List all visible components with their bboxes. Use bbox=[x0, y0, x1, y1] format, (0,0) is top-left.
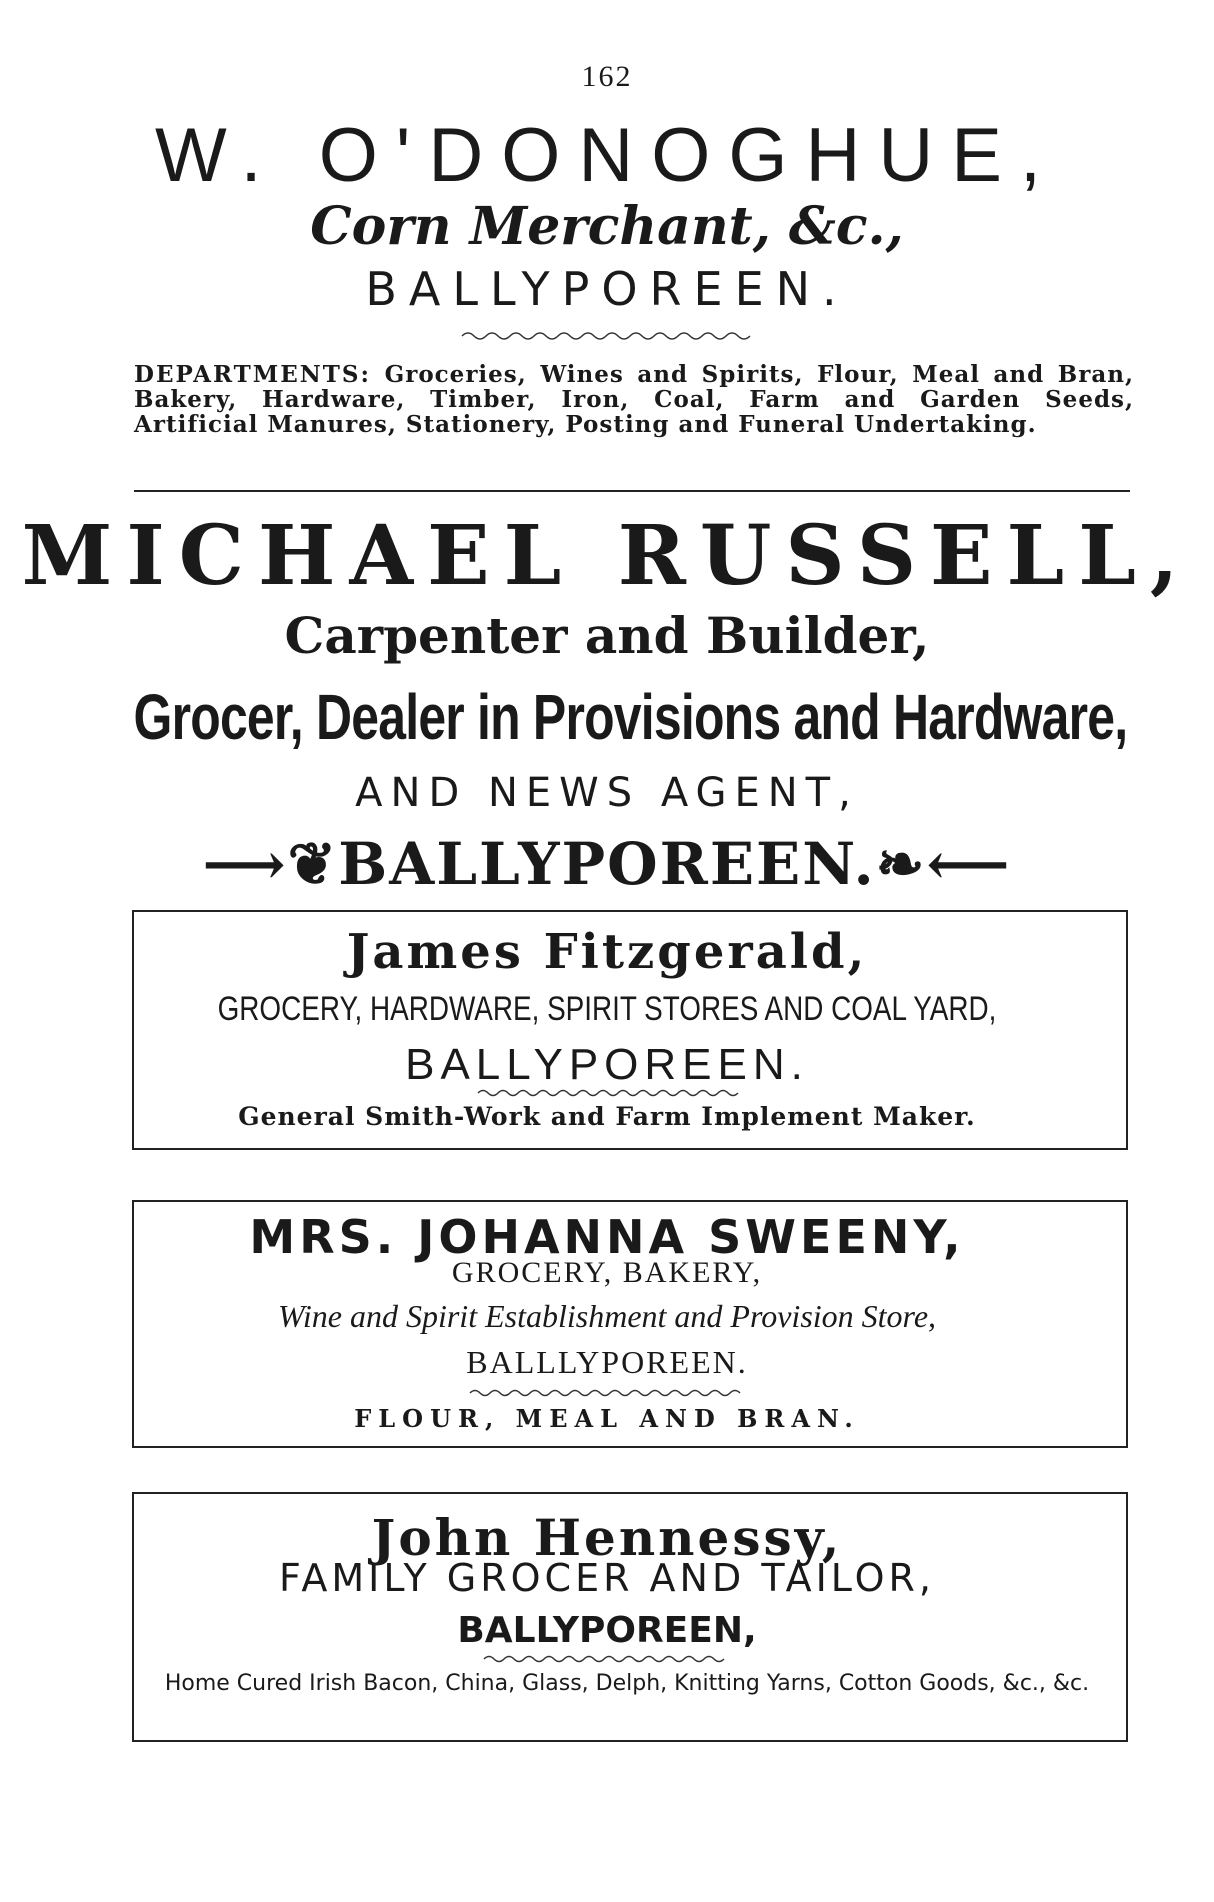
odonoghue-trade: Corn Merchant, &c., bbox=[310, 196, 904, 257]
wavy-divider-ornament bbox=[0, 1654, 1214, 1664]
wavy-divider-ornament bbox=[0, 330, 1214, 342]
fitzgerald-line2: General Smith-Work and Farm Implement Maker. bbox=[238, 1102, 976, 1131]
fitzgerald-place: BALLYPOREEN. bbox=[405, 1040, 809, 1089]
sweeny-line3: FLOUR, MEAL AND BRAN. bbox=[354, 1404, 860, 1433]
page-number: 162 bbox=[581, 60, 633, 93]
russell-name: MICHAEL RUSSELL, bbox=[21, 508, 1193, 604]
russell-place-row bbox=[0, 830, 1214, 898]
hennessy-place: BALLYPOREEN, bbox=[457, 1610, 757, 1651]
wavy-divider-ornament bbox=[0, 1388, 1214, 1398]
russell-line2: Grocer, Dealer in Provisions and Hardware, bbox=[133, 681, 1128, 753]
hennessy-line2: Home Cured Irish Bacon, China, Glass, Delph, Knitting Yarns, Cotton Goods, &c., &c. bbox=[164, 1671, 1090, 1696]
hennessy-name: John Hennessy, bbox=[371, 1508, 843, 1567]
section-divider bbox=[134, 490, 1130, 492]
sweeny-place: BALLLYPOREEN. bbox=[466, 1344, 748, 1380]
odonoghue-place: BALLYPOREEN. bbox=[365, 262, 849, 316]
sweeny-name: MRS. JOHANNA SWEENY, bbox=[249, 1210, 965, 1264]
wavy-divider-ornament bbox=[0, 1088, 1214, 1098]
left-ornament-icon: ⟶❦ bbox=[202, 830, 339, 898]
russell-trade: Carpenter and Builder, bbox=[284, 606, 930, 665]
right-ornament-icon: ❧⟵ bbox=[875, 830, 1012, 898]
russell-line3: AND NEWS AGENT, bbox=[355, 770, 859, 816]
russell-place: BALLYPOREEN. bbox=[338, 830, 876, 898]
fitzgerald-line1: GROCERY, HARDWARE, SPIRIT STORES AND COAL YARD, bbox=[217, 990, 997, 1028]
fitzgerald-name: James Fitzgerald, bbox=[346, 924, 868, 980]
departments-list: Groceries, Wines and Spirits, Flour, Meal and Bran, Bakery, Hardware, Timber, Iron, Coal, Farm and Garden Seeds, Artificial Manures, Stationery, Posting and Funeral Undertaking. bbox=[134, 361, 1134, 438]
sweeny-line2: Wine and Spirit Establishment and Provision Store, bbox=[277, 1298, 937, 1334]
sweeny-line1: GROCERY, BAKERY, bbox=[451, 1256, 763, 1289]
odonoghue-name: W. O'DONOGHUE, bbox=[154, 113, 1060, 198]
departments-label: DEPARTMENTS: bbox=[134, 361, 371, 388]
odonoghue-departments bbox=[134, 362, 1134, 437]
hennessy-line1: FAMILY GROCER AND TAILOR, bbox=[279, 1556, 935, 1600]
